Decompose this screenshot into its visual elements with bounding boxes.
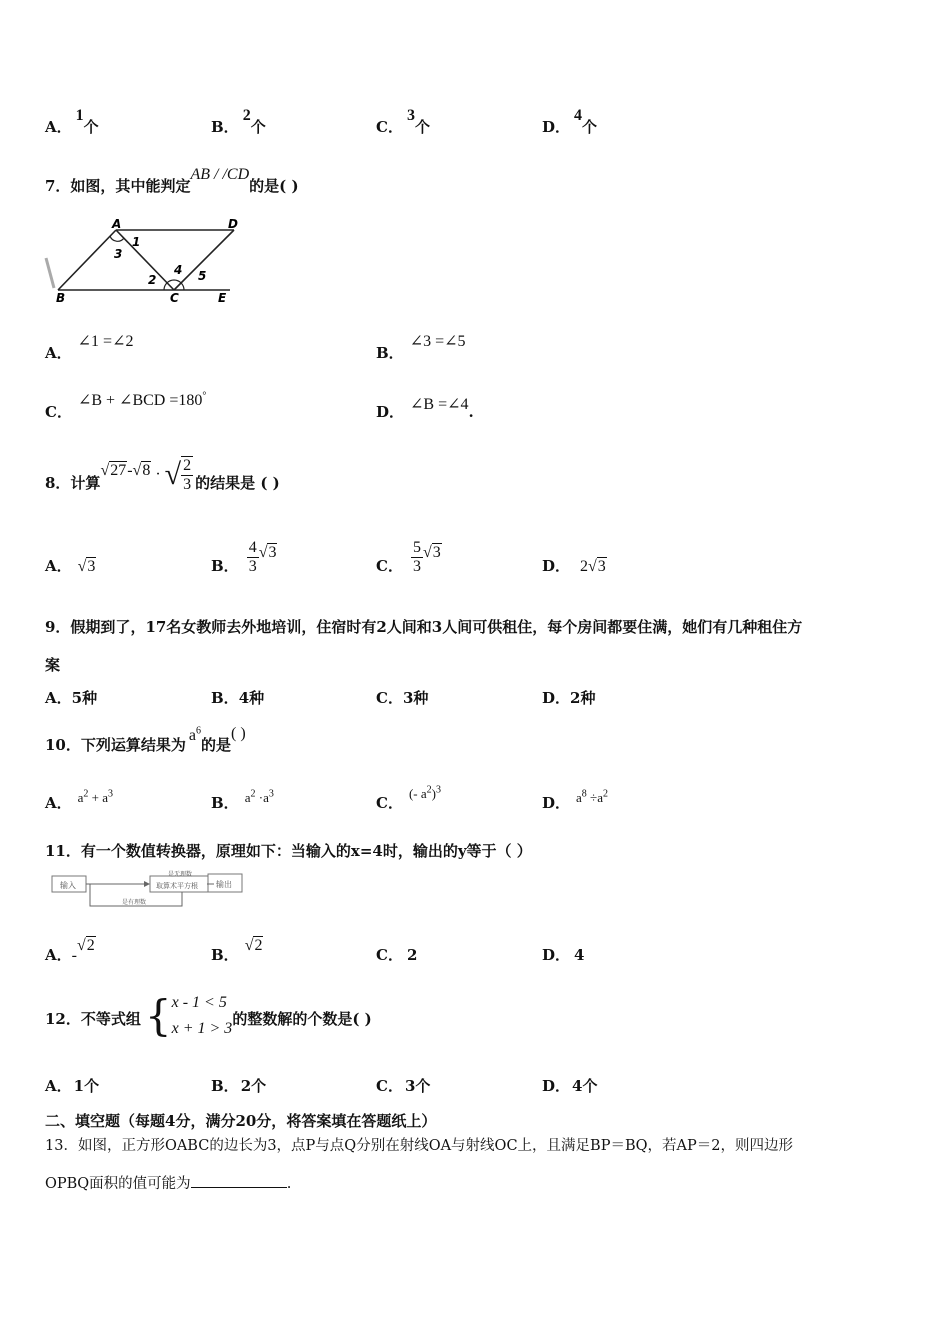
scan-mark (46, 258, 54, 288)
q12-option-a: A． 1个 (45, 1077, 100, 1095)
angle-label-1: 1 (132, 235, 141, 249)
angle-label-2: 2 (148, 273, 157, 287)
q7-option-b: B．∠3 =∠5 (376, 333, 466, 362)
q9-option-b: B．4种 (211, 689, 265, 707)
label-e: E (218, 291, 227, 305)
q6-option-c: C．3个 (376, 107, 430, 136)
q9-option-d: D．2种 (542, 689, 596, 707)
q7-stem: 7．如图，其中能判定AB / /CD的是( ) (45, 166, 299, 195)
q6-option-a: A．1个 (45, 107, 99, 136)
q13-stem-line2: OPBQ面积的值可能为 . (45, 1172, 291, 1193)
q8-option-a: A． √3 (45, 557, 96, 575)
q11-option-b: B．√2 (211, 937, 263, 964)
line-ac (116, 230, 174, 290)
rational-label: 是有理数 (122, 899, 147, 906)
input-label: 输入 (60, 881, 76, 890)
q8-option-c: C． $\frac{5}{3}$ √3 (376, 539, 441, 575)
irrational-label: 是无理数 (168, 871, 193, 878)
q10-option-c: C．(- $a^2)^3$ (376, 784, 441, 812)
q8-option-b: B． $\frac{4}{3}$ √3 (211, 539, 277, 575)
angle-arc-c (164, 280, 184, 290)
system-brace: { (144, 991, 172, 1040)
q7-option-c: C．∠B + ∠BCD =180° (45, 390, 207, 421)
q11-option-c: C． 2 (376, 946, 418, 964)
label-a: A (112, 218, 122, 231)
q12-stem: 12．不等式组 { x - 1 < 5 x + 1 > 3 的整数解的个数是( ) (45, 988, 372, 1044)
q10-option-d: D． $a^8 \div a^2$ (542, 788, 608, 812)
q7-figure (44, 218, 254, 308)
q12-option-d: D． 4个 (542, 1077, 598, 1095)
label-c: C (170, 291, 179, 305)
q7-option-a: A．∠1 =∠2 (45, 333, 134, 362)
q11-option-a: A．-√2 (45, 937, 95, 964)
angle-label-3: 3 (114, 247, 123, 261)
q12-option-c: C． 3个 (376, 1077, 431, 1095)
q10-stem: 10．下列运算结果为$a^6$的是( ) (45, 725, 246, 754)
q9-option-a: A．5种 (45, 689, 98, 707)
q11-option-d: D． 4 (542, 946, 585, 964)
label-d: D (228, 218, 238, 231)
q11-stem: 11．有一个数值转换器，原理如下：当输入的x=4时，输出的y等于（ ） (45, 842, 532, 860)
q9-stem-line1: 9．假期到了，17名女教师去外地培训，住宿时有2人间和3人间可供租住，每个房间都要住满，她们有几种租住方 (45, 618, 803, 636)
section-heading: 二、填空题（每题4分，满分20分，将答案填在答题纸上） (45, 1112, 437, 1130)
q9-stem-line2: 案 (45, 656, 61, 674)
output-label: 输出 (216, 880, 232, 889)
q13-stem-line1: 13．如图，正方形OABC的边长为3，点P与点Q分别在射线OA与射线OC上，且满足BP＝BQ，若AP＝2，则四边形 (45, 1138, 793, 1154)
q10-option-b: B． $a^2 \cdot a^3$ (211, 788, 274, 812)
q6-option-b: B．2个 (211, 107, 266, 136)
q7-option-d: D． ∠B =∠4. (376, 396, 474, 421)
q8-stem: 8．计算 √27-√8 · √ $\frac{2}{3}$ 的结果是 ( ) (45, 457, 280, 493)
process-label: 取算术平方根 (156, 882, 198, 890)
answer-blank[interactable] (191, 1173, 287, 1188)
q6-option-d: D．4个 (542, 107, 598, 136)
q10-option-a: A． $a^2 + a^3$ (45, 788, 114, 812)
q11-flow-diagram (50, 870, 246, 912)
label-b: B (56, 291, 66, 305)
line-ab (58, 230, 116, 290)
angle-label-4: 4 (174, 263, 183, 277)
q8-option-d: D． 2√3 (542, 557, 606, 575)
q12-option-b: B． 2个 (211, 1077, 267, 1095)
q9-option-c: C．3种 (376, 689, 429, 707)
angle-label-5: 5 (198, 269, 207, 283)
